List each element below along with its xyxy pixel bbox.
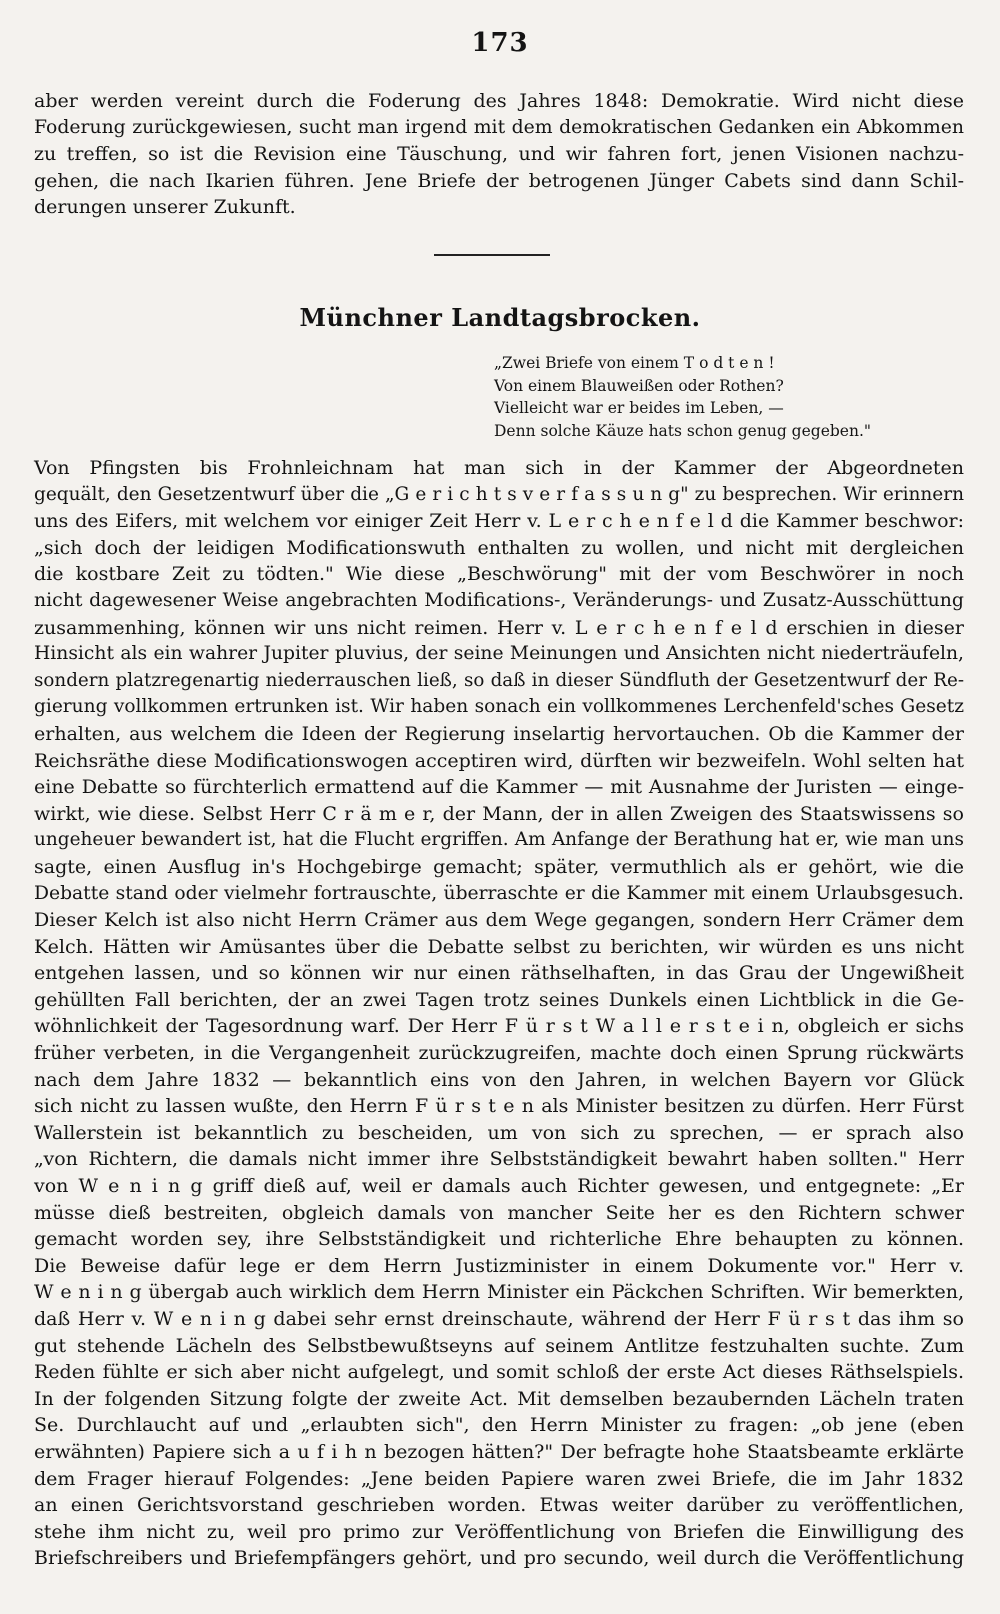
text-line: nach dem Jahre 1832 — bekanntlich eins von den Jahren, in welchen Bayern vor Glück: [34, 1068, 964, 1091]
text-line: gequält, den Gesetzentwurf über die „G e r i c h t s v e r f a s s u n g" zu besprechen. Wir erinnern: [34, 483, 964, 505]
text-line: aber werden vereint durch die Foderung des Jahres 1848: Demokratie. Wird nicht diese: [34, 90, 964, 112]
text-line: von W e n i n g griff dieß auf, weil er damals auch Richter gewesen, und entgegnete: „Er: [34, 1175, 964, 1198]
text-line: eine Debatte so fürchterlich ermattend auf die Kammer — mit Ausnahme der Juristen — einge-: [34, 776, 964, 799]
text-line: Hinsicht als ein wahrer Jupiter pluvius, der seine Meinungen und Ansichten nicht niederträufeln,: [34, 643, 964, 665]
text-line: In der folgenden Sitzung folgte der zweite Act. Mit demselben bezaubernden Lächeln traten: [34, 1387, 964, 1410]
text-line: wöhnlichkeit der Tagesordnung warf. Der Herr F ü r s t W a l l e r s t e i n, obgleich er sichs: [34, 1015, 964, 1038]
text-line: ungeheuer bewandert ist, hat die Flucht ergriffen. Am Anfange der Berathung hat er, wie man uns: [34, 829, 964, 851]
text-line: sondern platzregenartig niederrauschen ließ, so daß in dieser Sündfluth der Gesetzentwurf der Re-: [34, 669, 964, 691]
text-line: Dieser Kelch ist also nicht Herrn Crämer aus dem Wege gegangen, sondern Herr Crämer dem: [34, 909, 964, 932]
text-line: Debatte stand oder vielmehr fortrauschte, überraschte er die Kammer mit einem Urlaubsgesuch.: [34, 882, 964, 904]
text-line: nicht dagewesener Weise angebrachten Modifications-, Veränderungs- und Zusatz-Ausschüttung: [34, 589, 964, 611]
intro-paragraph: [34, 88, 964, 221]
text-line: Die Beweise dafür lege er dem Herrn Justizminister in einem Dokumente vor." Herr v.: [34, 1254, 964, 1277]
body-paragraph: [34, 455, 964, 1572]
text-line: „von Richtern, die damals nicht immer ihre Selbstständigkeit bewahrt haben sollten." Herr: [34, 1148, 964, 1171]
page-number: 173: [471, 28, 529, 58]
text-line: „sich doch der leidigen Modificationswuth enthalten zu wollen, und nicht mit dergleichen: [34, 536, 964, 559]
verse-line: Vielleicht war er beides im Leben, —: [494, 399, 784, 417]
text-line: Wallerstein ist bekanntlich zu bescheiden, um von sich zu sprechen, — er sprach also: [34, 1121, 964, 1144]
text-line: Kelch. Hätten wir Amüsantes über die Debatte selbst zu berichten, wir würden es uns nicht: [34, 935, 964, 958]
text-line: W e n i n g übergab auch wirklich dem Herrn Minister ein Päckchen Schriften. Wir bemerkten,: [34, 1281, 964, 1304]
section-heading: Münchner Landtagsbrocken.: [299, 303, 701, 332]
text-line: gut stehende Lächeln des Selbstbewußtseyns auf seinem Antlitze festzuhalten suchte. Zum: [34, 1334, 964, 1357]
verse-line: Von einem Blauweißen oder Rothen?: [494, 376, 784, 395]
text-line: gemacht worden sey, ihre Selbstständigkeit und richterliche Ehre behaupten zu können.: [34, 1228, 964, 1251]
text-line: erhalten, aus welchem die Ideen der Regierung inselartig hervortauchen. Ob die Kammer der: [34, 722, 964, 745]
text-line: wirkt, wie diese. Selbst Herr C r ä m e r, der Mann, der in allen Zweigen des Staatswissens so: [34, 802, 964, 825]
text-line: gehüllten Fall berichten, der an zwei Tagen trotz seines Dunkels einen Lichtblick in die Ge-: [34, 988, 964, 1011]
text-line: Reden fühlte er sich aber nicht aufgelegt, und somit schloß der erste Act dieses Räthselspiels.: [34, 1361, 964, 1384]
text-line: Se. Durchlaucht auf und „erlaubten sich", den Herrn Minister zu fragen: „ob jene (eben: [34, 1414, 964, 1437]
verse-line: „Zwei Briefe von einem T o d t e n !: [494, 354, 775, 372]
text-line: gierung vollkommen ertrunken ist. Wir haben sonach ein vollkommenes Lerchenfeld'sches Gesetz: [34, 696, 964, 718]
text-line: Reichsräthe diese Modificationswogen acceptiren wird, dürften wir bezweifeln. Wohl selten hat: [34, 749, 964, 772]
text-line: an einen Gerichtsvorstand geschrieben worden. Etwas weiter darüber zu veröffentlichen,: [34, 1494, 964, 1517]
verse-line: Denn solche Käuze hats schon genug gegeben.": [494, 421, 871, 440]
text-line: zusammenhing, können wir uns nicht reimen. Herr v. L e r c h e n f e l d erschien in dieser: [34, 616, 964, 639]
text-line: entgehen lassen, und so können wir nur einen räthselhaften, in das Grau der Ungewißheit: [34, 962, 964, 985]
text-line: dem Frager hierauf Folgendes: „Jene beiden Papiere waren zwei Briefe, die im Jahr 1832: [34, 1467, 964, 1490]
text-line: Briefschreibers und Briefempfängers gehört, und pro secundo, weil durch die Veröffentlichung: [34, 1547, 964, 1570]
text-line: zu treffen, so ist die Revision eine Täuschung, und wir fahren fort, jenen Visionen nachzu-: [34, 143, 964, 166]
text-line: derungen unserer Zukunft.: [34, 196, 296, 219]
text-line: daß Herr v. W e n i n g dabei sehr ernst dreinschaute, während der Herr F ü r s t das ihm so: [34, 1308, 964, 1330]
text-line: müsse dieß bestreiten, obgleich damals von mancher Seite her es den Richtern schwer: [34, 1201, 964, 1224]
text-line: stehe ihm nicht zu, weil pro primo zur Veröffentlichung von Briefen die Einwilligung des: [34, 1520, 964, 1543]
epigraph-verse: [494, 352, 914, 442]
text-line: Foderung zurückgewiesen, sucht man irgend mit dem demokratischen Gedanken ein Abkommen: [34, 116, 964, 138]
text-line: erwähnten) Papiere sich a u f i h n bezogen hätten?" Der befragte hohe Staatsbeamte erklärte: [34, 1440, 964, 1463]
text-line: die kostbare Zeit zu tödten." Wie diese „Beschwörung" mit der vom Beschwörer in noch: [34, 563, 964, 586]
text-line: sich nicht zu lassen wußte, den Herrn F ü r s t e n als Minister besitzen zu dürfen. Herr Fürst: [34, 1095, 964, 1118]
text-line: sagte, einen Ausflug in's Hochgebirge gemacht; später, vermuthlich als er gehört, wie die: [34, 855, 964, 878]
section-divider: [434, 254, 550, 256]
text-line: uns des Eifers, mit welchem vor einiger Zeit Herr v. L e r c h e n f e l d die Kammer beschwor:: [34, 510, 964, 533]
text-line: früher verbeten, in die Vergangenheit zurückzugreifen, machte doch einen Sprung rückwärts: [34, 1042, 964, 1065]
text-line: Von Pfingsten bis Frohnleichnam hat man sich in der Kammer der Abgeordneten: [34, 457, 964, 479]
text-line: gehen, die nach Ikarien führen. Jene Briefe der betrogenen Jünger Cabets sind dann Schil-: [34, 169, 964, 192]
